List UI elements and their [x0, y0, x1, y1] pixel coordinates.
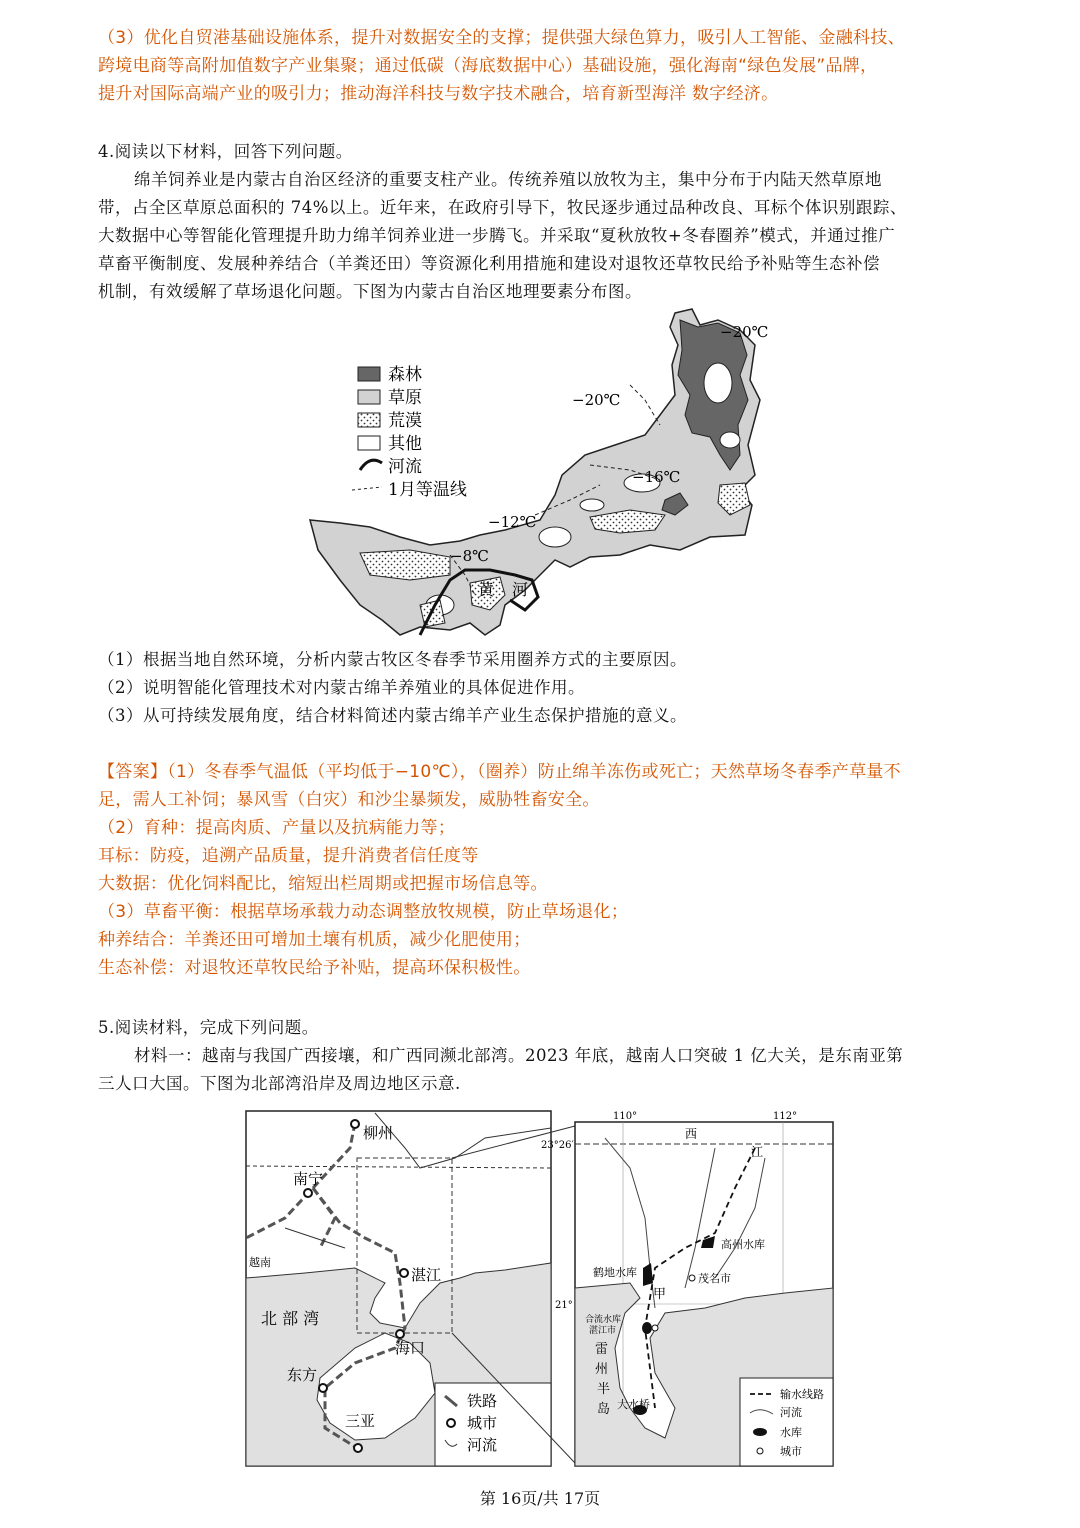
reservoir-marker	[642, 1322, 652, 1334]
material-line: 带，占全区草原总面积的 74%以上。近年来，在政府引导下，牧民逐步通过品种改良、耳标个体识别跟踪、	[98, 198, 907, 217]
material-line: 机制，有效缓解了草场退化问题。下图为内蒙古自治区地理要素分布图。	[98, 282, 642, 301]
legend-swatch-reservoir	[753, 1428, 767, 1436]
sub-question: （1）根据当地自然环境，分析内蒙古牧区冬春季节采用圈养方式的主要原因。	[98, 650, 687, 669]
inner-mongolia-map	[300, 305, 780, 640]
desert-region	[420, 600, 445, 627]
legend-swatch-city	[447, 1419, 455, 1427]
desert-region	[360, 550, 450, 580]
place-label: 雷	[595, 1342, 609, 1357]
legend-label: 铁路	[467, 1392, 498, 1410]
question-4-items	[98, 646, 984, 730]
legend-label: 其他	[388, 434, 422, 454]
legend-swatch-forest	[358, 367, 380, 381]
material-line: 绵羊饲养业是内蒙古自治区经济的重要支柱产业。传统养殖以放牧为主，集中分布于内陆天然草原地	[134, 170, 882, 189]
place-label: 湛江市	[589, 1326, 617, 1336]
material-line: 材料一：越南与我国广西接壤，和广西同濒北部湾。2023 年底，越南人口突破 1 亿大关，是东南亚第	[134, 1046, 904, 1065]
place-label: 半	[597, 1382, 611, 1397]
legend-swatch-desert	[358, 413, 380, 427]
legend-swatch-other	[358, 436, 380, 450]
answer-line: （3）草畜平衡：根据草场承载力动态调整放牧规模，防止草场退化；	[98, 902, 629, 922]
question-5-title: 5.阅读材料，完成下列问题。	[98, 1018, 319, 1037]
isotherm-label: −8℃	[450, 547, 489, 565]
answer-line: 足，需人工补饲；暴风雪（白灾）和沙尘暴频发，威胁牲畜安全。	[98, 790, 600, 810]
place-label: 茂名市	[698, 1272, 731, 1285]
other-patch	[580, 499, 604, 511]
legend-label: 河流	[467, 1436, 498, 1454]
material-line: 三人口大国。下图为北部湾沿岸及周边地区示意.	[98, 1074, 461, 1093]
question-4-answer	[98, 758, 984, 982]
other-patch	[539, 527, 571, 547]
answer-line: 大数据：优化饲料配比，缩短出栏周期或把握市场信息等。	[98, 874, 548, 894]
river-label: 黄	[478, 580, 495, 599]
material-line: 大数据中心等智能化管理提升助力绵羊饲养业进一步腾飞。并采取“夏秋放牧+冬春圈养”模式，并通过推广	[98, 226, 896, 245]
isotherm-label: −16℃	[632, 468, 681, 486]
page-footer: 第 16页/共 17页	[479, 1489, 601, 1508]
sub-question: （2）说明智能化管理技术对内蒙古绵羊养殖业的具体促进作用。	[98, 678, 585, 697]
river-label: 河	[512, 580, 529, 599]
legend-label: 森林	[388, 365, 422, 385]
legend-swatch-river	[360, 460, 382, 470]
legend-label: 水库	[780, 1426, 802, 1439]
material-line: 草畜平衡制度、发展种养结合（羊粪还田）等资源化利用措施和建设对退牧还草牧民给予补贴等生态补偿	[98, 254, 880, 273]
place-label: 州	[595, 1362, 609, 1377]
region-label: 越南	[249, 1256, 271, 1269]
legend-label: 输水线路	[780, 1388, 824, 1401]
lon-label: 110°	[613, 1111, 638, 1122]
city-label: 海口	[395, 1339, 426, 1357]
beibu-gulf-maps	[245, 1108, 835, 1472]
legend-label: 草原	[388, 388, 422, 408]
isotherm-line	[630, 385, 660, 425]
lat-label: 21°	[555, 1300, 573, 1311]
legend-label: 城市	[780, 1445, 802, 1458]
place-label: 合流水库	[585, 1315, 622, 1325]
legend-label: 1月等温线	[388, 480, 467, 500]
answer-line: 耳标：防疫，追溯产品质量，提升消费者信任度等	[98, 846, 479, 866]
map-legend	[352, 365, 467, 500]
other-patch	[720, 432, 740, 448]
city-marker	[689, 1275, 695, 1281]
lon-label: 112°	[773, 1111, 798, 1122]
isotherm-label: −20℃	[720, 323, 769, 341]
isotherm-label: −12℃	[488, 513, 537, 531]
question-4	[98, 138, 984, 306]
sub-question: （3）从可持续发展角度，结合材料简述内蒙古绵羊产业生态保护措施的意义。	[98, 706, 687, 725]
city-label: 三亚	[345, 1412, 376, 1430]
question-5	[98, 1014, 984, 1098]
prev-answer-line: 跨境电商等高附加值数字产业集聚；通过低碳（海底数据中心）基础设施，强化海南“绿色发展”品牌，	[98, 56, 878, 76]
question-4-title: 4.阅读以下材料，回答下列问题。	[98, 142, 353, 161]
river-label: 江	[751, 1145, 764, 1159]
place-label: 鹤地水库	[593, 1266, 637, 1279]
city-marker	[652, 1325, 658, 1331]
place-label: 甲	[653, 1287, 667, 1302]
answer-line: 【答案】（1）冬春季气温低（平均低于−10℃），（圈养）防止绵羊冻伤或死亡；天然草场冬春季产草量不	[98, 762, 901, 782]
legend-swatch-city	[757, 1448, 763, 1454]
lat-label: 23°26′	[541, 1140, 574, 1151]
place-label: 高州水库	[721, 1238, 765, 1251]
legend-label: 河流	[780, 1406, 802, 1419]
legend-swatch-isotherm	[352, 487, 382, 490]
prev-answer-line: （3）优化自贸港基础设施体系，提升对数据安全的支撑；提供强大绿色算力，吸引人工智能、金融科技、	[98, 28, 905, 48]
river-label: 西	[685, 1127, 698, 1141]
place-label: 大水桥	[617, 1398, 650, 1411]
isotherm-label: −20℃	[572, 391, 621, 409]
region-label: 北 部 湾	[261, 1309, 320, 1328]
city-label: 湛江	[411, 1266, 442, 1284]
legend-label: 荒漠	[388, 411, 422, 431]
prev-answer-block	[98, 24, 984, 108]
city-label: 柳州	[363, 1124, 394, 1142]
prev-answer-line: 提升对国际高端产业的吸引力；推动海洋科技与数字技术融合，培育新型海洋 数字经济。	[98, 84, 779, 104]
legend-label: 河流	[388, 457, 422, 477]
place-label: 岛	[597, 1402, 611, 1417]
answer-line: 生态补偿：对退牧还草牧民给予补贴，提高环保积极性。	[98, 958, 531, 978]
legend-swatch-grass	[358, 390, 380, 404]
city-label: 南宁	[293, 1170, 324, 1188]
answer-line: （2）育种：提高肉质、产量以及抗病能力等；	[98, 818, 456, 838]
city-label: 东方	[287, 1366, 318, 1384]
other-patch	[704, 363, 732, 403]
legend-label: 城市	[467, 1414, 498, 1432]
answer-line: 种养结合：羊粪还田可增加土壤有机质，减少化肥使用；	[98, 930, 531, 950]
